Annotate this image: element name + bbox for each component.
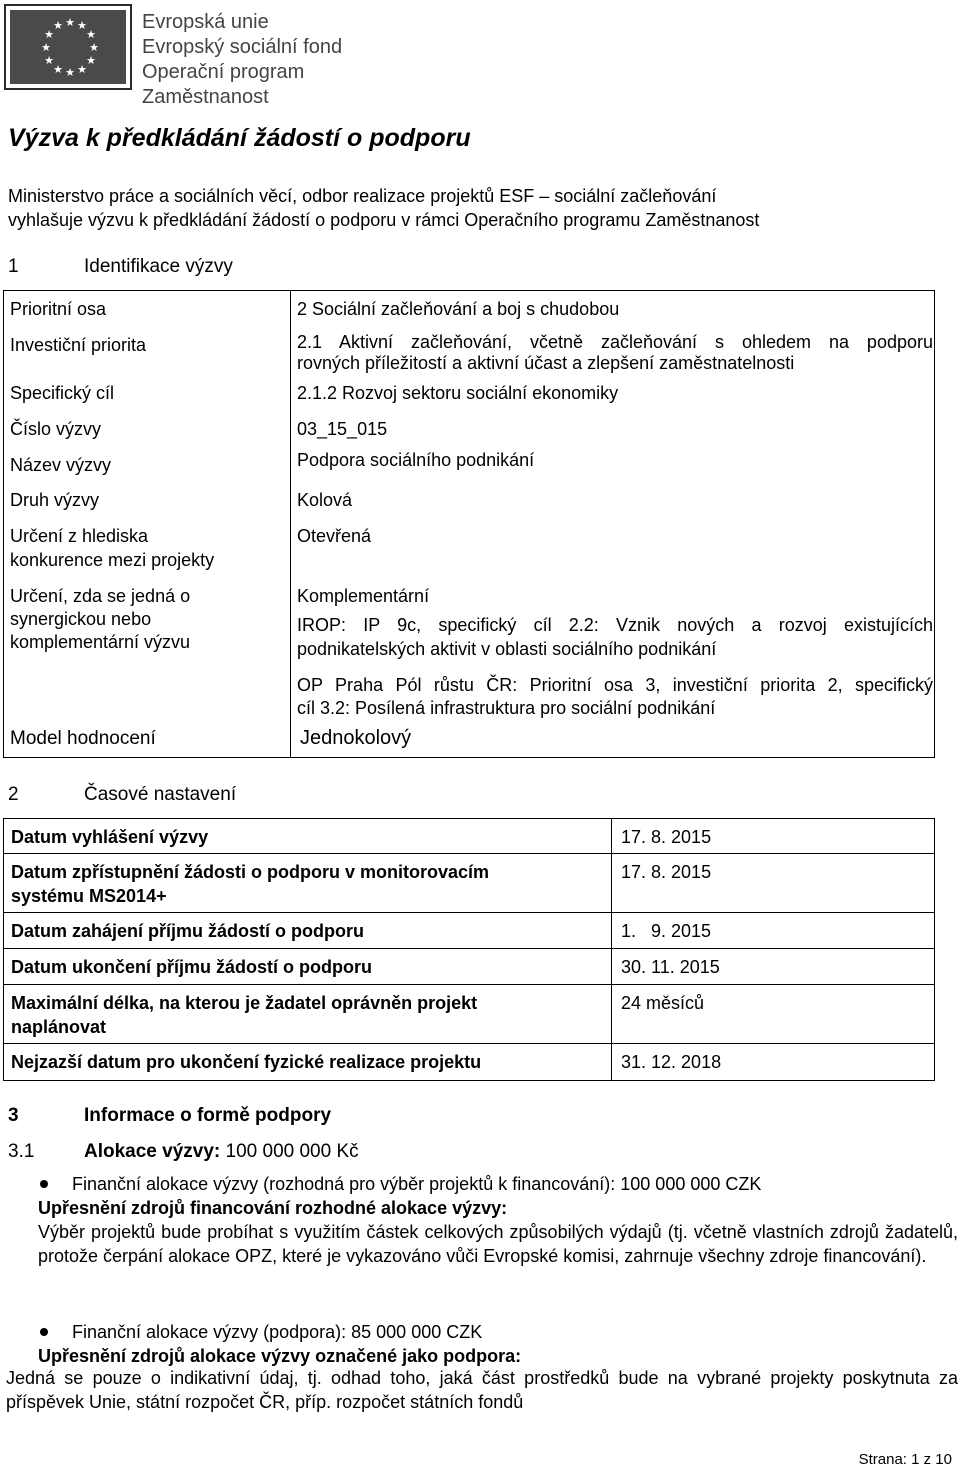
page-number: Strana: 1 z 10	[858, 1451, 952, 1468]
row-label: Maximální délka, na kterou je žadatel oprávněn projekt	[11, 993, 478, 1013]
intro-text	[8, 184, 759, 232]
svg-text:★: ★	[89, 41, 99, 54]
row-label: Datum zpřístupnění žádosti o podporu v monitorovacím	[11, 862, 490, 882]
section-2-number: 2	[8, 784, 19, 805]
stars-icon	[6, 6, 134, 92]
value-investicni-priorita-1: 2.1 Aktivní začleňování, včetně začleňování s ohledem na podporu	[297, 332, 933, 352]
svg-text:★: ★	[77, 63, 87, 76]
table-row	[3, 948, 935, 985]
logo-line-2: Evropský sociální fond	[142, 36, 343, 58]
section-3-heading	[8, 1105, 332, 1127]
eu-logo	[4, 4, 434, 108]
bullet-2-heading: Upřesnění zdrojů alokace výzvy označené jako podpora:	[38, 1346, 522, 1366]
bullet-2-paragraph: Jedná se pouze o indikativní údaj, tj. odhad toho, jaká část prostředků bude na vybrané projekty poskytnuta za příspěvek Unie, státní rozpočet ČR, příp. rozpočet státních fondů	[6, 1368, 958, 1412]
svg-text:★: ★	[53, 19, 63, 32]
svg-text:★: ★	[53, 63, 63, 76]
value-urceni-konkurence: Otevřená	[297, 526, 372, 546]
label-investicni-priorita: Investiční priorita	[10, 335, 147, 355]
value-nazev-vyzvy: Podpora sociálního podnikání	[297, 450, 535, 470]
value-op-praha-2: cíl 3.2: Posílená infrastruktura pro sociální podnikání	[297, 698, 716, 718]
label-urceni-konkurence-2: konkurence mezi projekty	[10, 550, 215, 570]
section-3-title: Informace o formě podpory	[84, 1105, 332, 1126]
table-row	[3, 912, 935, 949]
label-synergie-1: Určení, zda se jedná o	[10, 586, 191, 606]
table-row	[3, 818, 935, 854]
row-value: 1. 9. 2015	[621, 921, 712, 941]
logo-line-3: Operační program Zaměstnanost	[142, 61, 305, 108]
value-cislo-vyzvy: 03_15_015	[297, 419, 388, 439]
row-label-2: naplánovat	[11, 1017, 107, 1037]
row-label: Datum ukončení příjmu žádostí o podporu	[11, 957, 373, 977]
table-row	[3, 1043, 935, 1081]
subsection-value: 100 000 000 Kč	[220, 1141, 359, 1162]
section-2-title: Časové nastavení	[84, 784, 237, 805]
svg-text:★: ★	[65, 16, 75, 29]
intro-line-1: Ministerstvo práce a sociálních věcí, odbor realizace projektů ESF – sociální začleňování	[8, 186, 717, 206]
label-synergie-2: synergickou nebo	[10, 609, 152, 629]
row-value: 24 měsíců	[621, 993, 705, 1013]
row-label: Datum zahájení příjmu žádostí o podporu	[11, 921, 365, 941]
label-prioritni-osa: Prioritní osa	[10, 299, 107, 319]
row-value: 30. 11. 2015	[621, 957, 720, 977]
bullet-1-heading: Upřesnění zdrojů financování rozhodné alokace výzvy:	[38, 1198, 508, 1218]
section-3-number: 3	[8, 1105, 19, 1126]
subsection-title: Alokace výzvy:	[84, 1141, 221, 1162]
row-value: 17. 8. 2015	[621, 862, 712, 882]
value-komplementarni: Komplementární	[297, 586, 430, 606]
row-label: Nejzazší datum pro ukončení fyzické realizace projektu	[11, 1052, 482, 1072]
value-investicni-priorita-2: rovných příležitostí a aktivní účast a zlepšení zaměstnatelnosti	[297, 353, 795, 373]
svg-text:★: ★	[86, 28, 96, 41]
row-value: 17. 8. 2015	[621, 827, 712, 847]
bullet-1-text: Finanční alokace výzvy (rozhodná pro výběr projektů k financování): 100 000 000 CZK	[72, 1174, 762, 1194]
svg-text:★: ★	[44, 54, 54, 67]
section-1-heading	[8, 256, 233, 278]
value-op-praha-1: OP Praha Pól růstu ČR: Prioritní osa 3, investiční priorita 2, specifický	[297, 675, 933, 695]
section-2-heading	[8, 784, 237, 806]
page-title: Výzva k předkládání žádostí o podporu	[8, 124, 471, 152]
bullet-icon	[40, 1180, 48, 1188]
value-irop-2: podnikatelských aktivit v oblasti sociálního podnikání	[297, 639, 717, 659]
svg-text:★: ★	[77, 19, 87, 32]
label-cislo-vyzvy: Číslo výzvy	[10, 419, 102, 439]
label-specificky-cil: Specifický cíl	[10, 383, 115, 403]
bullet-1-paragraph: Výběr projektů bude probíhat s využitím částek celkových způsobilých výdajů (tj. včetně vlastních zdrojů žadatelů, protože čerpání alokace OPZ, které je vykazováno vůči Evropské komisi, zahrnuje všechny zdroje financování).	[38, 1222, 958, 1266]
value-specificky-cil: 2.1.2 Rozvoj sektoru sociální ekonomiky	[297, 383, 619, 403]
row-label-2: systému MS2014+	[11, 886, 167, 906]
value-model-hodnoceni: Jednokolový	[300, 727, 412, 749]
eu-flag-icon	[4, 4, 132, 90]
table-row	[3, 853, 935, 913]
subsection-number: 3.1	[8, 1141, 35, 1162]
bullet-2-text: Finanční alokace výzvy (podpora): 85 000 000 CZK	[72, 1322, 483, 1342]
intro-line-2: vyhlašuje výzvu k předkládání žádostí o podporu v rámci Operačního programu Zaměstnanost	[8, 210, 760, 230]
row-value: 31. 12. 2018	[621, 1052, 722, 1072]
svg-text:★: ★	[65, 66, 75, 79]
section-1-number: 1	[8, 256, 19, 277]
bullet-icon	[40, 1328, 48, 1336]
value-druh-vyzvy: Kolová	[297, 490, 353, 510]
value-irop-1: IROP: IP 9c, specifický cíl 2.2: Vznik nových a rozvoj existujících	[297, 615, 933, 635]
value-prioritni-osa: 2 Sociální začleňování a boj s chudobou	[297, 299, 620, 319]
table-divider	[290, 290, 291, 758]
svg-text:★: ★	[44, 28, 54, 41]
label-nazev-vyzvy: Název výzvy	[10, 455, 112, 475]
subsection-3-1	[8, 1141, 359, 1163]
logo-text	[142, 10, 434, 110]
section-1-title: Identifikace výzvy	[84, 256, 233, 277]
time-settings-table	[3, 818, 935, 1081]
svg-text:★: ★	[41, 41, 51, 54]
label-model-hodnoceni: Model hodnocení	[10, 728, 156, 749]
label-druh-vyzvy: Druh výzvy	[10, 490, 100, 510]
table-row	[3, 984, 935, 1044]
label-urceni-konkurence-1: Určení z hlediska	[10, 526, 149, 546]
row-label: Datum vyhlášení výzvy	[11, 827, 209, 847]
svg-text:★: ★	[86, 54, 96, 67]
logo-line-1: Evropská unie	[142, 11, 269, 33]
label-synergie-3: komplementární výzvu	[10, 632, 191, 652]
